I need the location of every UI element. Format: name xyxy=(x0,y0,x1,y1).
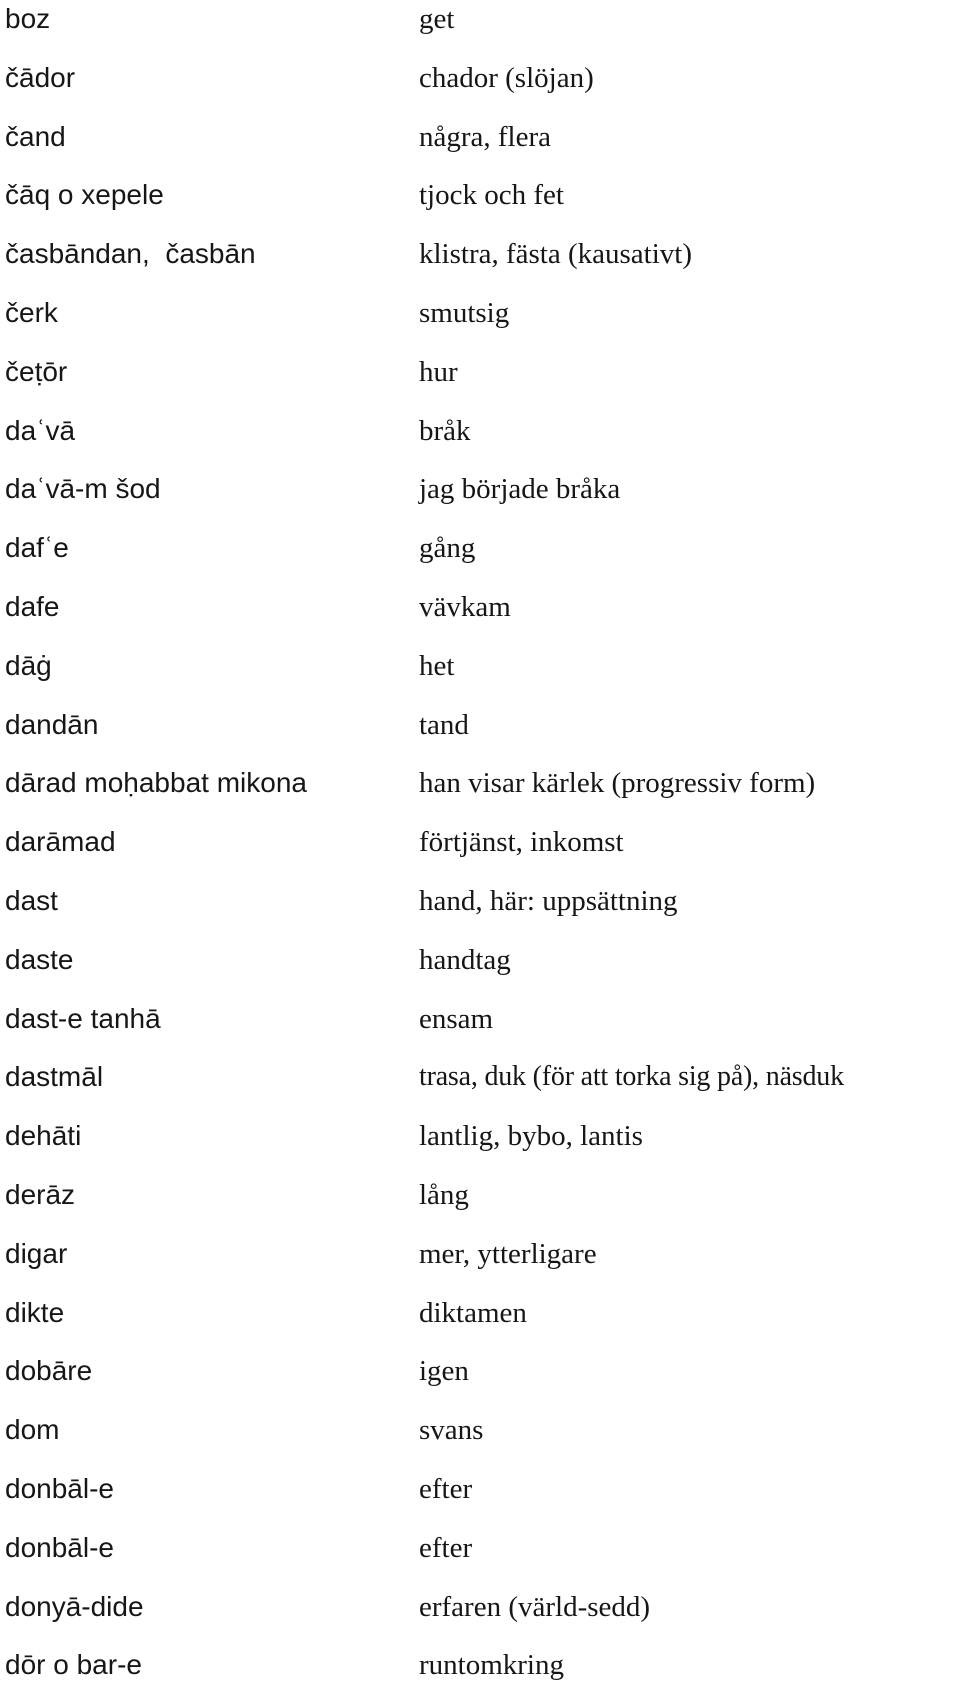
glossary-term: donyā-dide xyxy=(5,1590,144,1622)
glossary-translation: lantlig, bybo, lantis xyxy=(419,1120,643,1153)
glossary-translation: het xyxy=(419,649,455,682)
glossary-entry xyxy=(0,1470,960,1529)
glossary-term: dafe xyxy=(5,590,60,622)
glossary-entry xyxy=(0,588,960,647)
glossary-entry xyxy=(0,1411,960,1470)
glossary-entry xyxy=(0,1588,960,1647)
glossary-translation: smutsig xyxy=(419,296,510,329)
glossary-translation: efter xyxy=(419,1472,473,1505)
glossary-term: dafʿe xyxy=(5,532,69,564)
glossary-term: boz xyxy=(5,3,51,34)
glossary-entry xyxy=(0,235,960,294)
glossary-translation: tand xyxy=(419,708,469,741)
glossary-entry xyxy=(0,294,960,353)
glossary-entry xyxy=(0,706,960,765)
glossary-term: derāz xyxy=(5,1178,76,1210)
glossary-entry xyxy=(0,470,960,529)
glossary-translation: erfaren (värld-sedd) xyxy=(419,1590,651,1623)
glossary-term: dehāti xyxy=(5,1120,82,1152)
glossary-term: dāġ xyxy=(5,649,52,681)
glossary-term: digar xyxy=(5,1237,68,1269)
glossary-translation: trasa, duk (för att torka sig på), näsduk xyxy=(419,1061,844,1093)
glossary-term: daʿvā xyxy=(5,414,76,446)
glossary-term: daʿvā-m šod xyxy=(5,473,161,505)
glossary-term: dōr o bar-e xyxy=(5,1649,142,1681)
glossary-entry xyxy=(0,941,960,1000)
glossary-translation: några, flera xyxy=(419,120,552,153)
glossary-translation: hur xyxy=(419,355,458,388)
glossary-entry xyxy=(0,118,960,177)
glossary-translation: förtjänst, inkomst xyxy=(419,826,624,859)
glossary-entry xyxy=(0,1352,960,1411)
glossary-entry xyxy=(0,823,960,882)
glossary-entry xyxy=(0,1294,960,1353)
glossary-term: čeṭōr xyxy=(5,355,68,387)
glossary-translation: jag började bråka xyxy=(419,473,621,506)
glossary-translation: hand, här: uppsättning xyxy=(419,884,678,917)
glossary-term: dast-e tanhā xyxy=(5,1002,161,1034)
glossary-term: čerk xyxy=(5,296,58,328)
glossary-translation: tjock och fet xyxy=(419,179,564,212)
glossary-term: dandān xyxy=(5,708,99,740)
glossary-term: dārad moḥabbat mikona xyxy=(5,767,307,799)
glossary-entry xyxy=(0,1058,960,1117)
glossary-translation: ensam xyxy=(419,1002,494,1035)
glossary-term: dast xyxy=(5,884,58,916)
glossary-translation: lång xyxy=(419,1178,469,1211)
glossary-entry xyxy=(0,647,960,706)
glossary-term: dom xyxy=(5,1414,60,1446)
glossary-term: dikte xyxy=(5,1296,65,1328)
glossary-translation: runtomkring xyxy=(419,1649,564,1682)
glossary-translation: svans xyxy=(419,1414,484,1447)
glossary-translation: gång xyxy=(419,532,476,565)
glossary-term: čāq o xepele xyxy=(5,179,164,211)
glossary-translation: get xyxy=(419,3,455,35)
glossary-entry xyxy=(0,1117,960,1176)
glossary-entry xyxy=(0,529,960,588)
glossary-entry xyxy=(0,1529,960,1588)
glossary-term: čādor xyxy=(5,61,76,93)
glossary-term: darāmad xyxy=(5,826,116,858)
glossary-term: dobāre xyxy=(5,1355,93,1387)
glossary-entry xyxy=(0,176,960,235)
glossary-translation: diktamen xyxy=(419,1296,527,1329)
glossary-translation: klistra, fästa (kausativt) xyxy=(419,238,692,271)
glossary-translation: vävkam xyxy=(419,590,511,623)
glossary-term: časbāndan, časbān xyxy=(5,238,256,270)
glossary-translation: igen xyxy=(419,1355,469,1388)
glossary-term: daste xyxy=(5,943,74,975)
glossary-entry xyxy=(0,59,960,118)
glossary-entry xyxy=(0,353,960,412)
glossary-entry xyxy=(0,1000,960,1059)
glossary-translation: han visar kärlek (progressiv form) xyxy=(419,767,816,800)
glossary-entry xyxy=(0,1176,960,1235)
glossary-translation: chador (slöjan) xyxy=(419,61,594,94)
glossary-term: čand xyxy=(5,120,66,152)
glossary-translation: mer, ytterligare xyxy=(419,1237,597,1270)
glossary-translation: efter xyxy=(419,1531,473,1564)
glossary-entry xyxy=(0,1646,960,1705)
glossary-entry xyxy=(0,764,960,823)
glossary-translation: handtag xyxy=(419,943,511,976)
glossary-term: donbāl-e xyxy=(5,1472,114,1504)
glossary-term: donbāl-e xyxy=(5,1531,114,1563)
glossary-entry xyxy=(0,1235,960,1294)
glossary-translation: bråk xyxy=(419,414,471,447)
glossary-entry xyxy=(0,0,960,59)
glossary-entry xyxy=(0,412,960,471)
glossary-term: dastmāl xyxy=(5,1061,104,1093)
glossary-entry xyxy=(0,882,960,941)
